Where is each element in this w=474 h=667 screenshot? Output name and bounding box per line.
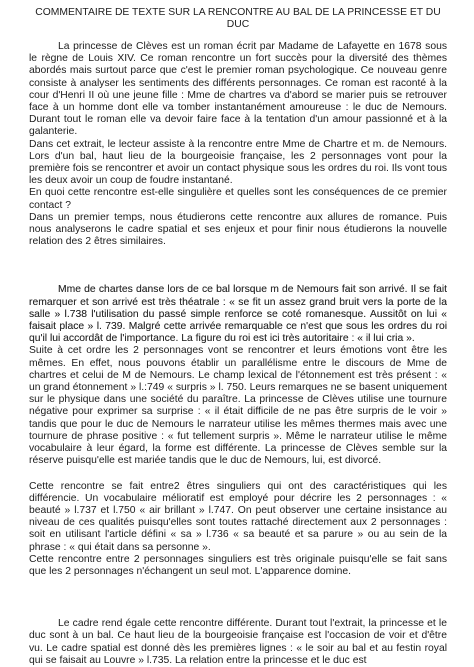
section-spacer-2	[29, 578, 447, 618]
paragraph-spacer	[29, 468, 447, 481]
part1-paragraph-singular-beings: Cette rencontre se fait entre2 êtres singuliers qui ont des caractéristiques qui les différencie. Un vocabulaire mélioratif est employé pour décrire les 2 personnages : « beauté » l.737 et l.750 « air brillant » l.747. On peut observer une certaine insistance au niveau de ces qualités puisqu'elles sont toutes rattaché directement aux 2 personnages : soit en utilisant l'article défini « sa » l.736 « sa beauté et sa parure » ou au sein de la phrase : « qui était dans sa personne ».	[29, 480, 447, 553]
section-spacer	[29, 248, 447, 284]
intro-plan: Dans un premier temps, nous étudierons cette rencontre aux allures de romance. Puis nous analyserons le cadre spatial et ses enjeux et pour finir nous étudierons la nouvelle relation des 2 êtres similaires.	[29, 211, 447, 248]
part2-paragraph-setting: Le cadre rend égale cette rencontre différente. Durant tout l'extrait, la princesse et le duc sont à un bal. Ce haut lieu de la bourgeoisie française est l'occasion de voir et d'être vu. Le cadre spatial est donné dès les premières lignes : « le soir au bal et au festin royal qui se faisait au Louvre » l.735. La relation entre la princesse et le duc est	[29, 618, 447, 666]
document-title: COMMENTAIRE DE TEXTE SUR LA RENCONTRE AU BAL DE LA PRINCESSE ET DU DUC	[35, 7, 441, 30]
intro-problematic: En quoi cette rencontre est-elle singulière et quelles sont les conséquences de ce premier contact ?	[29, 187, 447, 211]
part1-paragraph-originality: Cette rencontre entre 2 personnages singuliers est très originale puisqu'elle se fait sans que les 2 personnages n'échangent un seul mot. L'apparence domine.	[29, 553, 447, 577]
part1-paragraph-arrival: Mme de chartes danse lors de ce bal lorsque m de Nemours fait son arrivé. Il se fait remarquer et son arrivé est très théatrale : « se fit un assez grand bruit vers la porte de la salle » l.738 l'utilisation du passé simple renforce se coté romanesque. Aussitôt on lui « faisait place » l. 739. Malgré cette arrivée remarquable ce n'est que sous les ordres du roi qu'il lui accordât de l'importance. La figure du roi est ici très autoritaire : « il lui cria ».	[29, 284, 447, 345]
intro-paragraph-extract: Dans cet extrait, le lecteur assiste à la rencontre entre Mme de Chartre et m. de Nemours. Lors d'un bal, haut lieu de la bourgeoisie française, les 2 personnages vont pour la première fois se rencontrer et avoir un contact physique sous les ordres du roi. Ils vont tous les deux avoir un coup de foudre instantané.	[29, 138, 447, 187]
intro-paragraph-context: La princesse de Clèves est un roman écrit par Madame de Lafayette en 1678 sous le règne de Louis XIV. Ce roman rencontre un fort succès pour la diversité des thèmes abordés mais surtout parce que c'est le premier roman psychologique. Ce nouveau genre consiste à analyser les sentiments des différents personnages. Ce roman est raconté à la cour d'Henri II où une jeune fille : Mme de chartres va d'abord se marier puis se retrouver face à un homme dont elle va tomber instantanément amoureuse : le duc de Nemours. Durant tout le roman elle va devoir faire face à la tentation d'un amour passionné et à la galanterie.	[29, 41, 447, 138]
document-page	[29, 7, 447, 667]
part1-paragraph-emotions: Suite à cet ordre les 2 personnages vont se rencontrer et leurs émotions vont être les mêmes. En effet, nous pouvons établir un parallélisme entre le discours de Mme de chartres et celui de M de Nemours. Le champ lexical de l'étonnement est très présent : « un grand étonnement » l.:749 « surpris » l. 750. Leurs remarques ne se basent uniquement sur le physique dans une société du paraître. La princesse de Clèves utilise une tournure négative pour exprimer sa surprise : « il était difficile de ne pas être surpris de le voir » tandis que pour le duc de Nemours le narrateur utilise les mêmes thermes mais avec une tournure de phrase positive : « fut tellement surpris ». Même le narrateur utilise le même vocabulaire à leur égard, la forme est différente. La princesse de Clèves semble sur la réserve puisqu'elle est mariée tandis que le duc de Nemours, lui, est divorcé.	[29, 345, 447, 467]
